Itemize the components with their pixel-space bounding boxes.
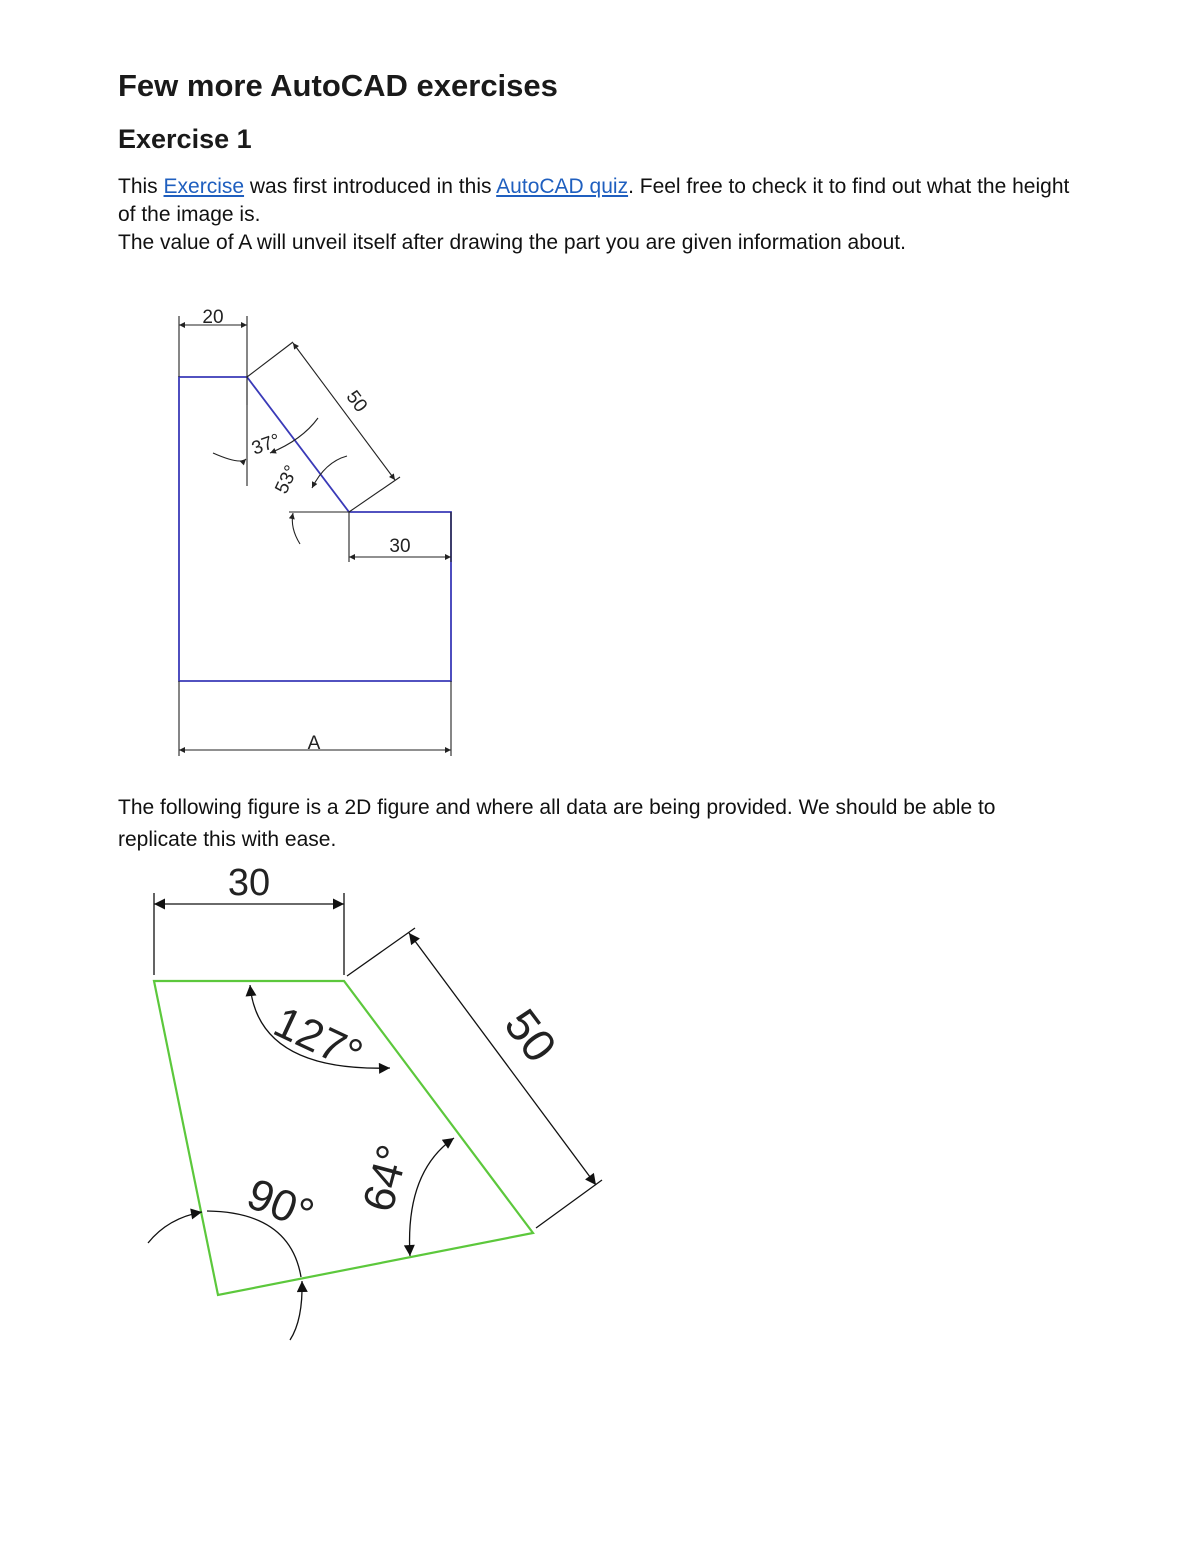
dimension-50-label: 50 <box>341 386 372 417</box>
exercise-link[interactable]: Exercise <box>163 175 245 198</box>
dimension-30-top-label: 30 <box>227 862 271 904</box>
angle-90-label: 90° <box>240 1169 321 1240</box>
intro-text-2: was first introduced in this <box>244 175 497 198</box>
dimension-50-slanted <box>247 342 400 512</box>
angle-37-label: 37° <box>249 430 284 460</box>
angle-64-label: 64° <box>353 1139 419 1217</box>
angle-53-label: 53° <box>271 462 303 498</box>
figure2-paragraph: The following figure is a 2D figure and where all data are being provided. We should be able to replicate this with ease. <box>118 796 996 851</box>
figure-1-drawing <box>179 307 451 756</box>
dimension-30-label: 30 <box>389 536 411 557</box>
angle-127-label: 127° <box>266 997 370 1081</box>
dimension-20-label: 20 <box>202 307 224 328</box>
intro-text-1: This <box>118 175 164 198</box>
value-a-paragraph: The value of A will unveil itself after drawing the part you are given information about. <box>118 231 906 254</box>
section-heading: Exercise 1 <box>118 124 252 154</box>
dimension-a-label: A <box>307 733 321 754</box>
autocad-quiz-link[interactable]: AutoCAD quiz <box>496 175 629 198</box>
dimension-30-top <box>154 893 344 975</box>
dimension-50-label-2: 50 <box>494 999 567 1072</box>
figure-2-drawing <box>148 862 602 1340</box>
intro-text-3: . Feel free to check it to find out what the height of the image is. <box>118 175 1070 226</box>
page-title: Few more AutoCAD exercises <box>118 68 558 103</box>
